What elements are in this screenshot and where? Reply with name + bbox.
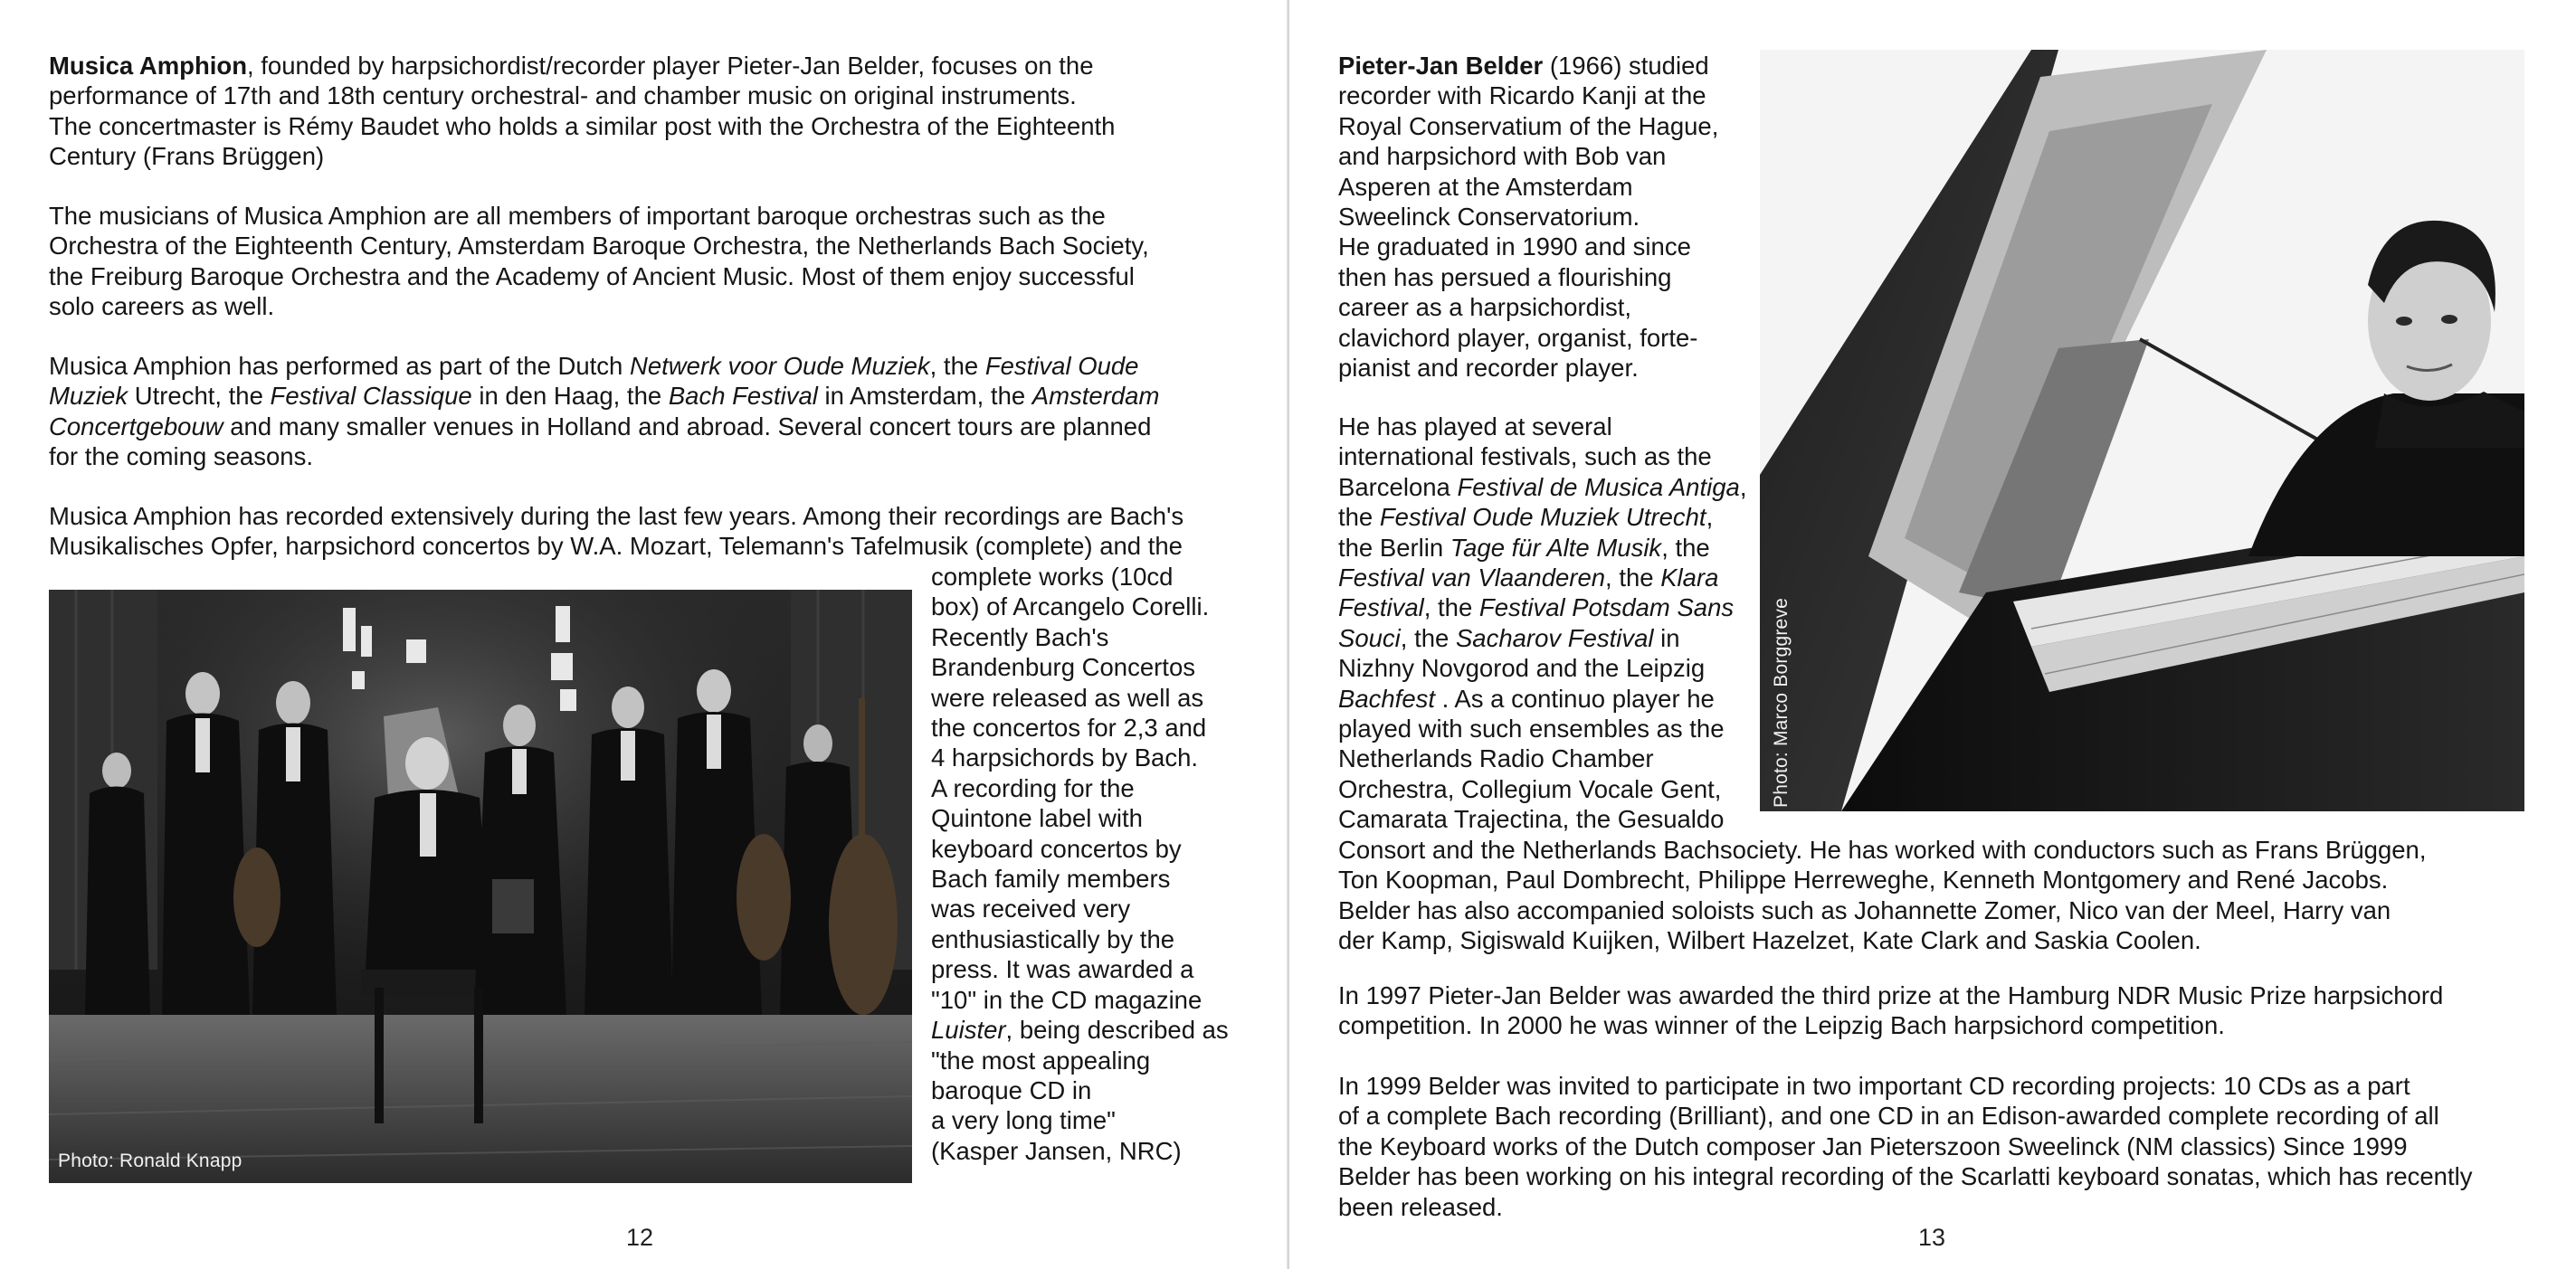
ensemble-photo — [49, 590, 912, 1183]
text-run: , — [1706, 503, 1714, 532]
text-run: Musica Amphion has performed as part of the Dutch — [49, 352, 630, 380]
text-line: Bach family members — [931, 865, 1171, 894]
text-line: (1966) studied — [1543, 52, 1709, 80]
text-line: Belder has also accompanied soloists such as Johannette Zomer, Nico van der Meel, Harry van — [1338, 895, 2391, 924]
text-line: of a complete Bach recording (Brilliant), and one CD in an Edison-awarded complete recording of all — [1338, 1102, 2439, 1131]
text-line: (Kasper Jansen, NRC) — [931, 1136, 1182, 1165]
text-line: In 1997 Pieter-Jan Belder was awarded the third prize at the Hamburg NDR Music Prize harpsichord — [1338, 981, 2444, 1009]
text-line: der Kamp, Sigiswald Kuijken, Wilbert Hazelzet, Kate Clark and Saskia Coolen. — [1338, 925, 2201, 954]
italic-run: Bachfest — [1338, 684, 1436, 713]
text-line: Musica Amphion has recorded extensively during the last few years. Among their recordings are Bach's — [49, 502, 1184, 530]
text-run: , the — [1605, 563, 1661, 592]
text-line: press. It was awarded a — [931, 955, 1194, 984]
italic-run: Sacharov Festival — [1455, 623, 1654, 652]
text-run: , the — [929, 352, 985, 380]
italic-run: Festival Potsdam Sans — [1478, 593, 1735, 622]
text-run: Utrecht, the — [128, 382, 271, 411]
text-run: , the — [1423, 593, 1479, 622]
text-line: then has persued a flourishing — [1338, 262, 1672, 291]
text-line: He graduated in 1990 and since — [1338, 232, 1691, 261]
text-run: the Berlin — [1338, 533, 1450, 562]
paragraph-performances — [49, 351, 1159, 472]
paragraph-recordings-column — [931, 562, 1229, 1166]
text-run: Barcelona — [1338, 472, 1458, 501]
text-line: Ton Koopman, Paul Dombrecht, Philippe Herreweghe, Kenneth Montgomery and René Jacobs. — [1338, 866, 2389, 895]
bold-lead-musica-amphion: Musica Amphion — [49, 52, 247, 80]
text-run: . As a continuo player he — [1435, 684, 1715, 713]
text-run: for the coming seasons. — [49, 442, 313, 471]
text-line: been released. — [1338, 1192, 1503, 1221]
italic-run: Bach Festival — [668, 382, 818, 411]
text-line: Belder has been working on his integral recording of the Scarlatti keyboard sonatas, which has recently — [1338, 1162, 2473, 1191]
italic-run: Festival Oude — [984, 352, 1139, 380]
italic-run: Festival de Musica Antiga — [1457, 472, 1740, 501]
text-run: in Amsterdam, the — [817, 382, 1032, 411]
text-line: A recording for the — [931, 773, 1135, 802]
italic-run: Concertgebouw — [49, 412, 223, 440]
text-line: career as a harpsichordist, — [1338, 293, 1632, 322]
bold-lead-pieter-jan-belder: Pieter-Jan Belder — [1338, 52, 1544, 80]
belder-harpsichord-image — [1760, 50, 2524, 811]
text-line: "the most appealing — [931, 1046, 1151, 1075]
text-line: a very long time" — [931, 1106, 1116, 1135]
text-line: Quintone label with — [931, 804, 1143, 833]
text-line: performance of 17th and 18th century orchestral- and chamber music on original instruments. — [49, 81, 1077, 110]
italic-run: Klara — [1660, 563, 1719, 592]
text-line: pianist and recorder player. — [1338, 354, 1639, 383]
text-line: Camarata Trajectina, the Gesualdo — [1338, 805, 1725, 834]
text-line: , founded by harpsichordist/recorder player Pieter-Jan Belder, focuses on the — [247, 52, 1094, 80]
photo-credit-marco-borggreve: Photo: Marco Borggreve — [1771, 597, 1792, 808]
page-right — [1289, 0, 2576, 1269]
italic-run: Souci — [1338, 623, 1401, 652]
italic-run: Netwerk voor Oude Muziek — [630, 352, 930, 380]
text-line: Orchestra of the Eighteenth Century, Amsterdam Baroque Orchestra, the Netherlands Bach Society, — [49, 232, 1149, 260]
text-line: was received very — [931, 895, 1131, 923]
paragraph-recording-projects — [1338, 1071, 2472, 1222]
italic-run: Festival Oude Muziek Utrecht — [1379, 503, 1706, 532]
paragraph-musica-amphion-intro — [49, 51, 1115, 172]
text-line: recorder with Ricardo Kanji at the — [1338, 81, 1706, 110]
text-run: in den Haag, the — [471, 382, 669, 411]
text-line: He has played at several — [1338, 412, 1612, 440]
text-run: , — [1739, 472, 1747, 501]
text-run: , the — [1661, 533, 1710, 562]
text-line: The concertmaster is Rémy Baudet who holds a similar post with the Orchestra of the Eighteenth — [49, 111, 1116, 140]
italic-run: Tage für Alte Musik — [1450, 533, 1662, 562]
text-run: the — [1338, 503, 1380, 532]
text-run: , being described as — [1005, 1016, 1229, 1045]
italic-run: Luister — [931, 1016, 1006, 1045]
text-line: enthusiastically by the — [931, 924, 1175, 953]
text-run: , the — [1400, 623, 1456, 652]
paragraph-prizes — [1338, 980, 2443, 1041]
text-line: and harpsichord with Bob van — [1338, 142, 1667, 171]
belder-harpsichord-photo — [1760, 50, 2524, 811]
text-run: and many smaller venues in Holland and abroad. Several concert tours are planned — [223, 412, 1152, 440]
text-line: the Keyboard works of the Dutch composer Jan Pieterszoon Sweelinck (NM classics) Since 1999 — [1338, 1132, 2408, 1160]
text-line: were released as well as — [931, 683, 1204, 712]
text-line: Consort and the Netherlands Bachsociety. He has worked with conductors such as Frans Brüggen, — [1338, 835, 2427, 864]
photo-credit-ronald-knapp: Photo: Ronald Knapp — [58, 1151, 242, 1171]
text-line: The musicians of Musica Amphion are all members of important baroque orchestras such as the — [49, 202, 1106, 230]
text-line: Orchestra, Collegium Vocale Gent, — [1338, 774, 1722, 803]
text-line: solo careers as well. — [49, 292, 275, 321]
text-line: baroque CD in — [931, 1075, 1092, 1104]
text-line: box) of Arcangelo Corelli. — [931, 592, 1210, 621]
text-line: Netherlands Radio Chamber — [1338, 744, 1654, 773]
page-number-13: 13 — [1918, 1224, 1946, 1251]
text-line: In 1999 Belder was invited to participate in two important CD recording projects: 10 CDs as a part — [1338, 1072, 2410, 1100]
text-line: Nizhny Novgorod and the Leipzig — [1338, 654, 1706, 683]
text-line: Asperen at the Amsterdam — [1338, 172, 1633, 201]
text-line: Royal Conservatium of the Hague, — [1338, 111, 1719, 140]
text-line: the Freiburg Baroque Orchestra and the Academy of Ancient Music. Most of them enjoy successful — [49, 261, 1135, 290]
text-line: competition. In 2000 he was winner of the Leipzig Bach harpsichord competition. — [1338, 1011, 2225, 1040]
ensemble-photo-image — [49, 590, 912, 1183]
text-run: in — [1653, 623, 1680, 652]
text-line: "10" in the CD magazine — [931, 985, 1202, 1014]
italic-run: Festival Classique — [270, 382, 472, 411]
text-line: Recently Bach's — [931, 622, 1109, 651]
text-line: Brandenburg Concertos — [931, 653, 1195, 682]
text-line: the concertos for 2,3 and — [931, 714, 1207, 743]
paragraph-belder-bio — [1338, 51, 1718, 383]
italic-run: Muziek — [49, 382, 128, 411]
text-line: Sweelinck Conservatorium. — [1338, 203, 1640, 232]
text-line: clavichord player, organist, forte- — [1338, 323, 1698, 352]
italic-run: Festival van Vlaanderen — [1338, 563, 1606, 592]
text-line: keyboard concertos by — [931, 834, 1182, 863]
text-line: Century (Frans Brüggen) — [49, 142, 325, 171]
text-line: played with such ensembles as the — [1338, 715, 1725, 743]
text-line: complete works (10cd — [931, 563, 1174, 591]
italic-run: Amsterdam — [1031, 382, 1160, 411]
text-line: international festivals, such as the — [1338, 442, 1712, 471]
text-line: Musikalisches Opfer, harpsichord concertos by W.A. Mozart, Telemann's Tafelmusik (complete) and the — [49, 532, 1183, 561]
paragraph-musicians — [49, 201, 1149, 322]
paragraph-recordings-top — [49, 501, 1183, 562]
italic-run: Festival — [1338, 593, 1424, 622]
page-number-12: 12 — [626, 1224, 654, 1251]
text-line: 4 harpsichords by Bach. — [931, 743, 1199, 772]
